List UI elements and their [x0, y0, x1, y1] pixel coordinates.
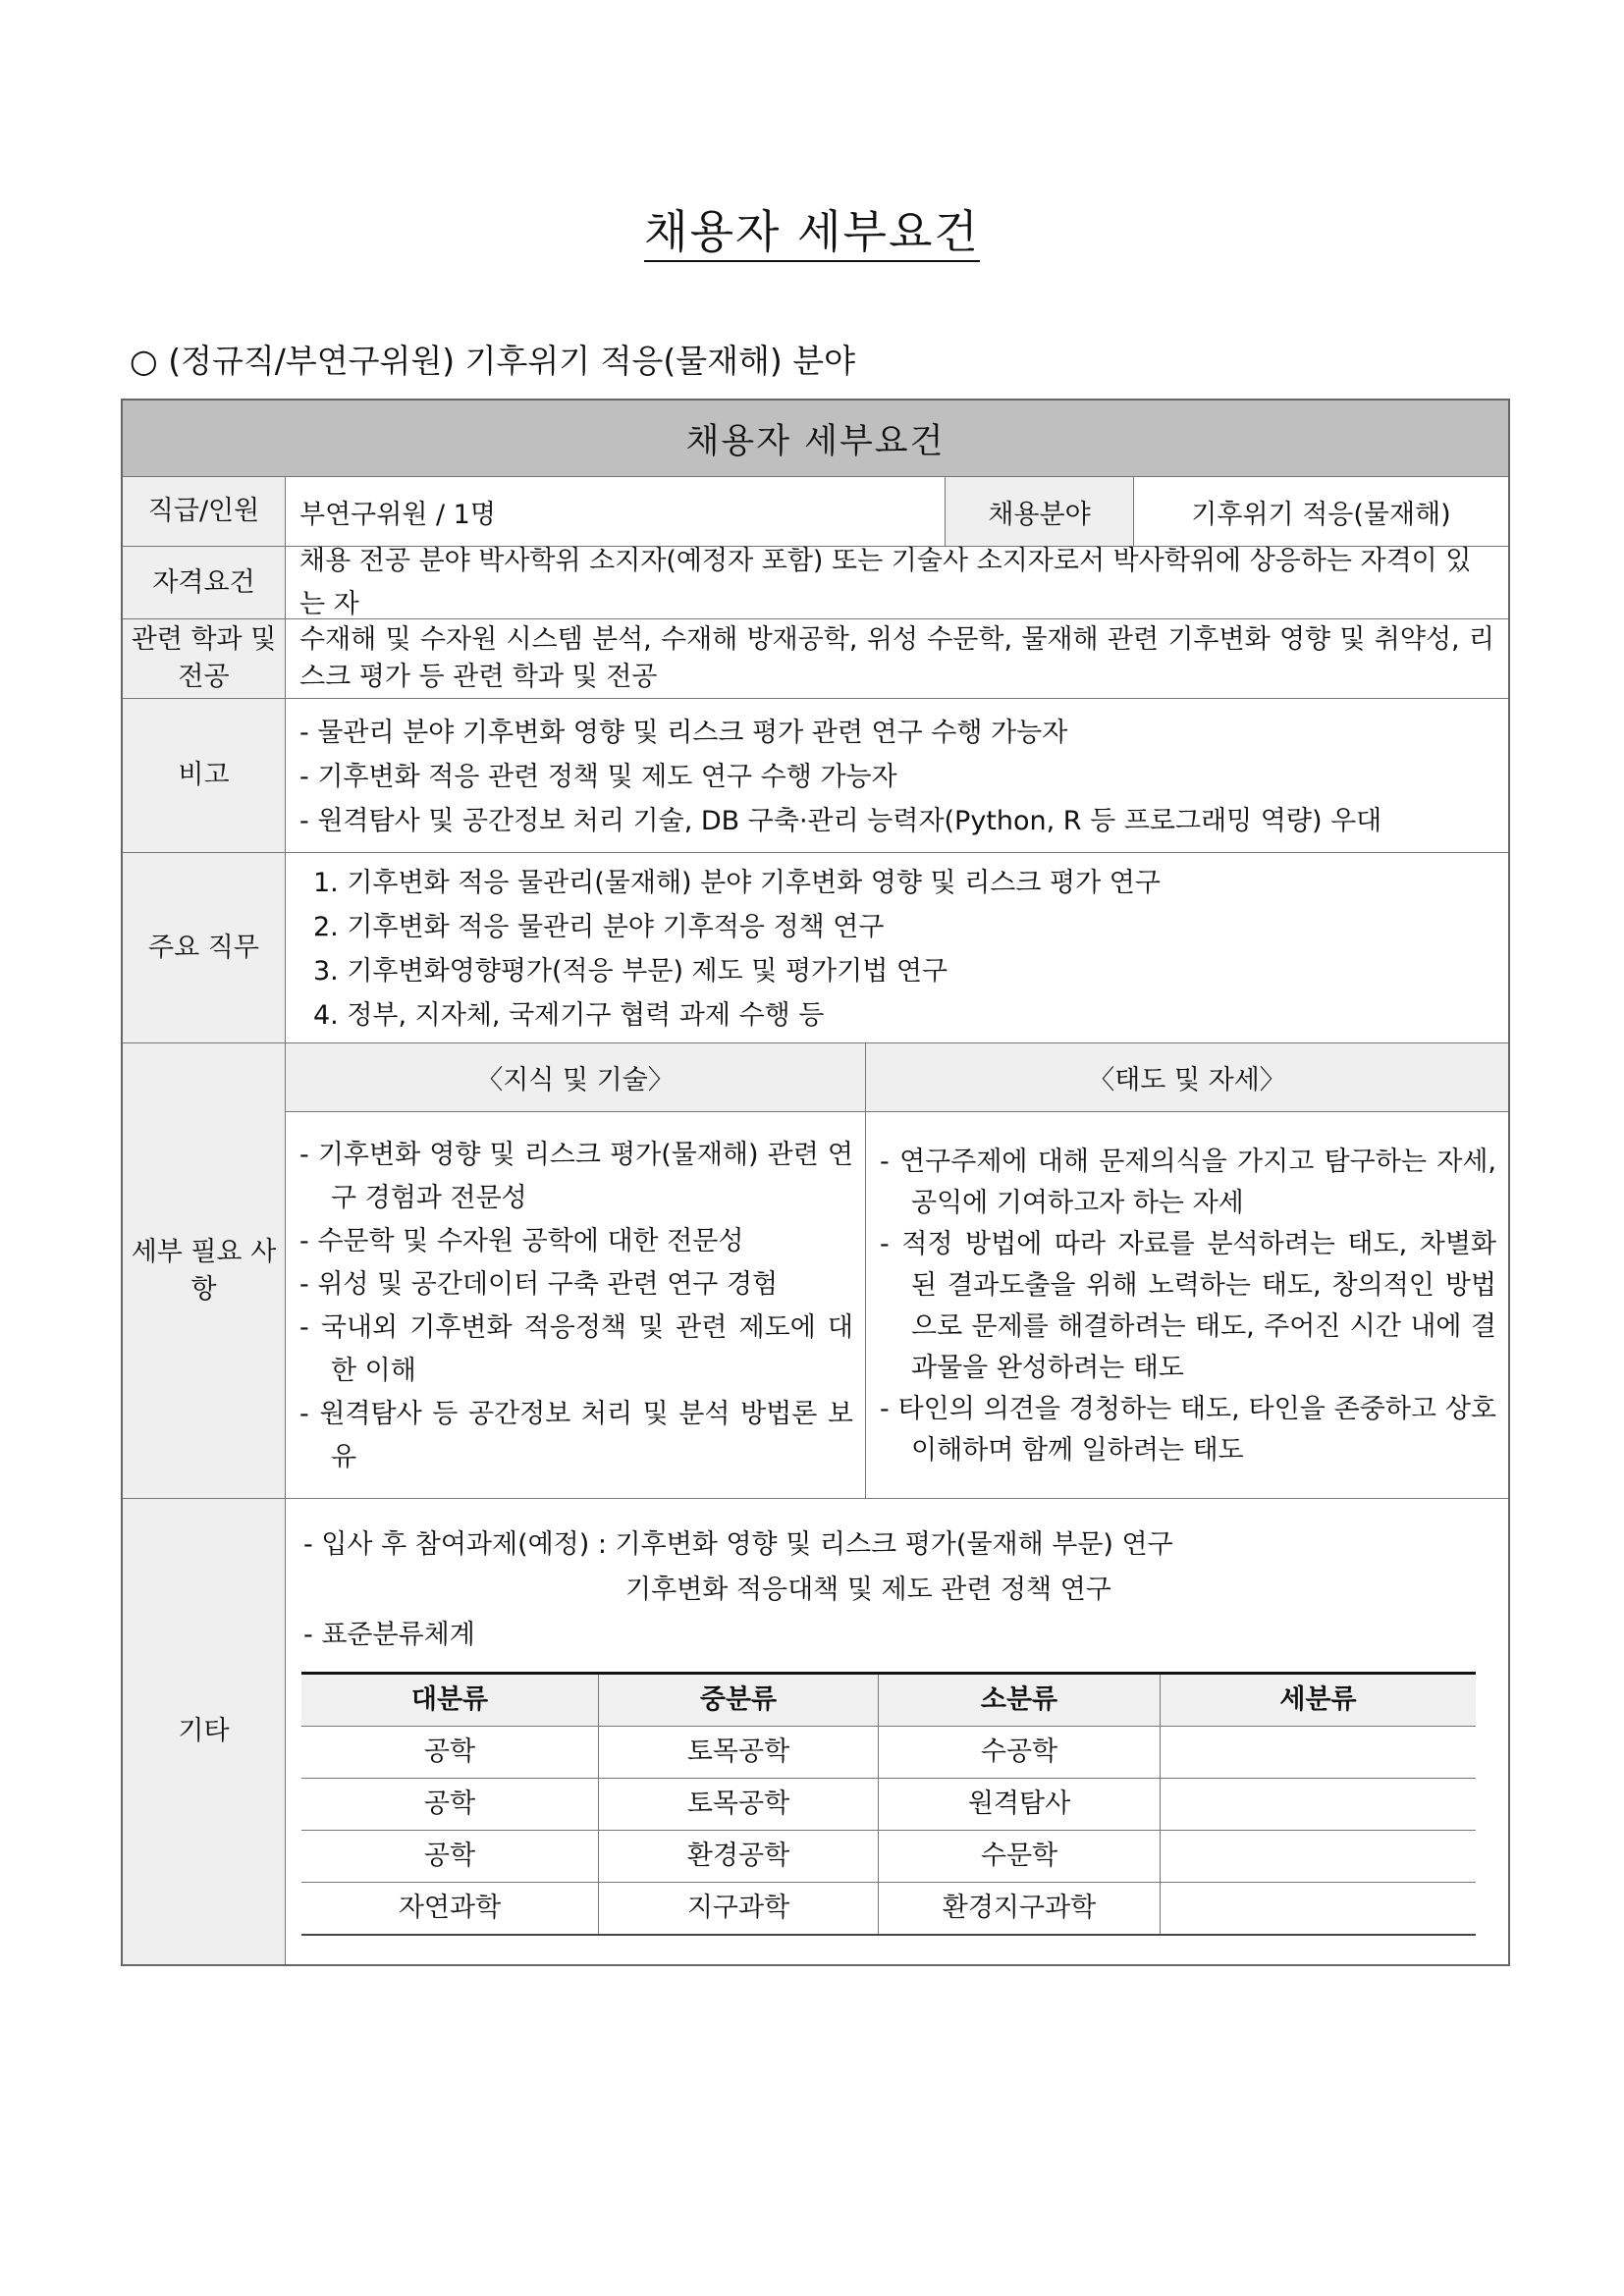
table-cell: 환경지구과학	[879, 1883, 1161, 1936]
requirements-table	[121, 399, 1510, 1966]
details-content	[286, 1043, 1508, 1498]
table-cell	[1161, 1883, 1477, 1936]
knowledge-list	[286, 1112, 866, 1498]
other-label: 기타	[123, 1499, 286, 1964]
duties-row	[123, 852, 1508, 1042]
qualification-label: 자격요건	[123, 547, 286, 618]
duty-item: 3. 기후변화영향평가(적응 부문) 제도 및 평가기법 연구	[313, 956, 948, 987]
attitude-list	[866, 1112, 1508, 1498]
major-row	[123, 618, 1508, 698]
attitude-item: - 연구주제에 대해 문제의식을 가지고 탐구하는 자세, 공익에 기여하고자 하는 자세	[880, 1147, 1496, 1218]
knowledge-item: - 수문학 및 수자원 공학에 대한 전문성	[299, 1226, 744, 1256]
position-label: 직급/인원	[123, 477, 286, 546]
duties-label: 주요 직무	[123, 853, 286, 1042]
table-cell: 환경공학	[599, 1831, 879, 1883]
knowledge-header: 〈지식 및 기술〉	[286, 1043, 866, 1111]
table-row	[301, 1883, 1476, 1936]
page-title-text: 채용자 세부요건	[644, 205, 980, 262]
table-cell: 토목공학	[599, 1779, 879, 1831]
projects-line-2: 기후변화 적응대책 및 제도 관련 정책 연구	[625, 1575, 1111, 1605]
projects-line: - 입사 후 참여과제(예정) : 기후변화 영향 및 리스크 평가(물재해 부문) 연구	[303, 1529, 1173, 1560]
table-cell: 자연과학	[301, 1883, 599, 1936]
column-header: 중분류	[599, 1674, 879, 1727]
details-body	[286, 1112, 1508, 1498]
table-row	[301, 1831, 1476, 1883]
attitude-item: - 적정 방법에 따라 자료를 분석하려는 태도, 차별화 된 결과도출을 위해 노력하는 태도, 창의적인 방법으로 문제를 해결하려는 태도, 주어진 시간 내에 결과물을 완성하려는 태도	[880, 1229, 1496, 1383]
details-label: 세부 필요 사항	[123, 1043, 286, 1498]
remarks-item: - 물관리 분야 기후변화 영향 및 리스크 평가 관련 연구 수행 가능자	[299, 718, 1068, 748]
column-header: 세분류	[1161, 1674, 1477, 1727]
remarks-item: - 원격탐사 및 공간정보 처리 기술, DB 구축·관리 능력자(Python, R 등 프로그래밍 역량) 우대	[299, 806, 1382, 836]
attitude-header: 〈태도 및 자세〉	[1088, 1065, 1286, 1095]
remarks-list	[286, 699, 1508, 852]
details-subheader	[286, 1043, 1508, 1112]
table-cell: 토목공학	[599, 1727, 879, 1779]
column-header: 소분류	[879, 1674, 1161, 1727]
classification-header-row	[301, 1674, 1476, 1727]
knowledge-item: - 위성 및 공간데이터 구축 관련 연구 경험	[299, 1269, 779, 1300]
field-label: 채용분야	[946, 477, 1134, 546]
major-label: 관련 학과 및 전공	[123, 619, 286, 698]
duty-item: 4. 정부, 지자체, 국제기구 협력 과제 수행 등	[313, 1000, 825, 1031]
remarks-row	[123, 698, 1508, 852]
position-row	[123, 476, 1508, 546]
qualification-value: 채용 전공 분야 박사학위 소지자(예정자 포함) 또는 기술사 소지자로서 박사학위에 상응하는 자격이 있는 자	[299, 545, 1472, 619]
classification-label: - 표준분류체계	[303, 1620, 475, 1650]
duties-list	[286, 853, 1508, 1042]
column-header: 대분류	[301, 1674, 599, 1727]
major-value: 수재해 및 수자원 시스템 분석, 수재해 방재공학, 위성 수문학, 물재해 관련 기후변화 영향 및 취약성, 리스크 평가 등 관련 학과 및 전공	[299, 624, 1494, 692]
table-cell: 원격탐사	[879, 1779, 1161, 1831]
table-cell: 공학	[301, 1779, 599, 1831]
section-heading: ○ (정규직/부연구위원) 기후위기 적응(물재해) 분야	[130, 342, 856, 380]
duty-item: 2. 기후변화 적응 물관리 분야 기후적응 정책 연구	[313, 912, 885, 942]
qualification-row	[123, 546, 1508, 618]
classification-table	[301, 1672, 1476, 1936]
duty-item: 1. 기후변화 적응 물관리(물재해) 분야 기후변화 영향 및 리스크 평가 연구	[313, 868, 1161, 898]
table-cell	[1161, 1779, 1477, 1831]
table-cell	[1161, 1831, 1477, 1883]
table-row	[301, 1779, 1476, 1831]
table-header: 채용자 세부요건	[123, 400, 1508, 476]
details-row	[123, 1042, 1508, 1498]
knowledge-item: - 국내외 기후변화 적응정책 및 관련 제도에 대한 이해	[299, 1312, 853, 1386]
remarks-label: 비고	[123, 699, 286, 852]
knowledge-item: - 기후변화 영향 및 리스크 평가(물재해) 관련 연구 경험과 전문성	[299, 1140, 853, 1213]
table-cell: 공학	[301, 1831, 599, 1883]
table-cell: 수문학	[879, 1831, 1161, 1883]
remarks-item: - 기후변화 적응 관련 정책 및 제도 연구 수행 가능자	[299, 762, 897, 792]
field-value: 기후위기 적응(물재해)	[1191, 499, 1451, 530]
position-value: 부연구위원 / 1명	[286, 477, 946, 546]
table-cell: 지구과학	[599, 1883, 879, 1936]
table-cell: 수공학	[879, 1727, 1161, 1779]
attitude-item: - 타인의 의견을 경청하는 태도, 타인을 존중하고 상호 이해하며 함께 일하려는 태도	[880, 1394, 1496, 1466]
knowledge-item: - 원격탐사 등 공간정보 처리 및 분석 방법론 보유	[299, 1399, 853, 1472]
table-row	[301, 1727, 1476, 1779]
page-title	[0, 196, 1624, 261]
table-cell	[1161, 1727, 1477, 1779]
other-row	[123, 1498, 1508, 1964]
other-content	[286, 1499, 1508, 1964]
table-cell: 공학	[301, 1727, 599, 1779]
